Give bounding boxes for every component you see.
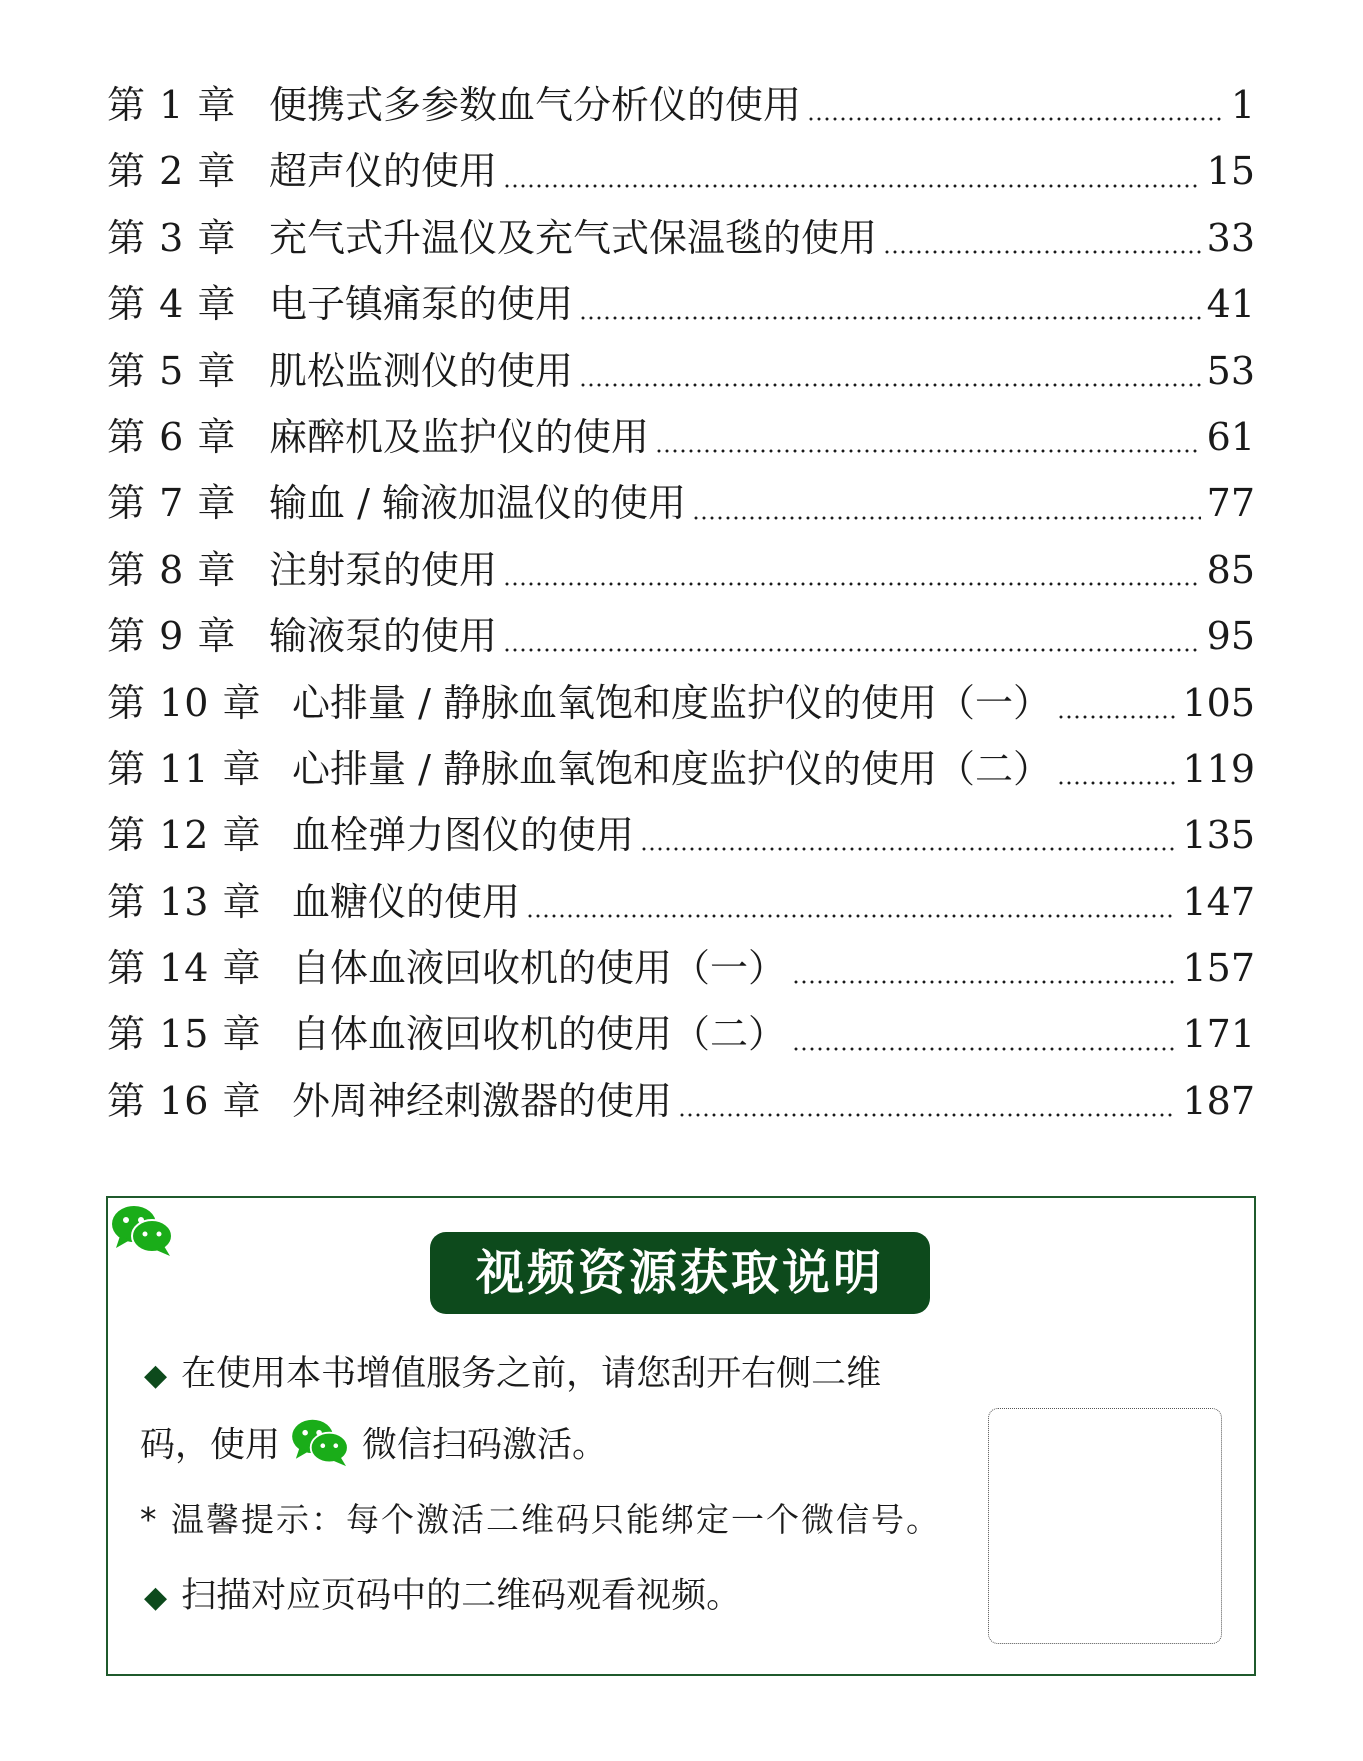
- dot-leader: [640, 847, 1176, 851]
- box-title: 视频资源获取说明: [430, 1232, 930, 1314]
- instruction-text-2a: 码，使用: [140, 1425, 281, 1466]
- chapter-label: 第 4 章: [107, 282, 237, 327]
- chapter-title: 超声仪的使用: [269, 149, 498, 194]
- warm-tip: * 温馨提示：每个激活二维码只能绑定一个微信号。: [140, 1500, 941, 1539]
- page-number: 105: [1182, 680, 1255, 725]
- chapter-label: 第 15 章: [107, 1012, 262, 1057]
- toc-entry[interactable]: [107, 603, 1255, 669]
- chapter-label: 第 1 章: [107, 83, 237, 127]
- dot-leader: [579, 316, 1201, 320]
- toc-entry[interactable]: [107, 338, 1255, 404]
- dot-leader: [678, 1113, 1176, 1117]
- table-of-contents: [107, 72, 1255, 1134]
- dot-leader: [526, 914, 1176, 918]
- page-number: 77: [1206, 481, 1255, 526]
- chapter-title: 心排量 / 静脉血氧饱和度监护仪的使用（二）: [292, 746, 1051, 791]
- page-number: 119: [1182, 746, 1255, 791]
- video-resource-box: [106, 1196, 1256, 1676]
- chapter-title: 充气式升温仪及充气式保温毯的使用: [269, 215, 878, 260]
- toc-entry[interactable]: [107, 1068, 1255, 1134]
- toc-entry[interactable]: [107, 404, 1255, 470]
- dot-leader: [503, 582, 1201, 586]
- dot-leader: [792, 980, 1176, 984]
- page-number: 33: [1206, 215, 1255, 260]
- toc-entry[interactable]: [107, 670, 1255, 736]
- page-number: 15: [1206, 149, 1255, 194]
- toc-entry[interactable]: [107, 935, 1255, 1001]
- dot-leader: [883, 250, 1201, 254]
- page-number: 85: [1206, 547, 1255, 592]
- page-number: 135: [1182, 813, 1255, 858]
- toc-entry[interactable]: [107, 802, 1255, 868]
- page-number: 61: [1206, 414, 1255, 459]
- chapter-label: 第 12 章: [107, 813, 262, 858]
- chapter-label: 第 3 章: [107, 215, 237, 260]
- chapter-label: 第 9 章: [107, 614, 237, 659]
- dot-leader: [503, 184, 1201, 188]
- chapter-title: 便携式多参数血气分析仪的使用: [269, 83, 802, 127]
- toc-entry[interactable]: [107, 138, 1255, 204]
- chapter-title: 心排量 / 静脉血氧饱和度监护仪的使用（一）: [292, 680, 1051, 725]
- wechat-icon: [110, 1202, 174, 1262]
- instruction-line-4: [144, 1568, 741, 1618]
- instruction-text-2b: 微信扫码激活。: [362, 1425, 608, 1466]
- chapter-title: 血栓弹力图仪的使用: [292, 813, 635, 858]
- toc-entry[interactable]: [107, 72, 1255, 138]
- dot-leader: [503, 648, 1201, 652]
- page-number: 41: [1206, 282, 1255, 327]
- dot-leader: [579, 383, 1201, 387]
- chapter-label: 第 2 章: [107, 149, 237, 194]
- page-number: 147: [1182, 879, 1255, 924]
- instruction-line-2: [140, 1416, 607, 1477]
- page-number: 53: [1206, 348, 1255, 393]
- chapter-title: 肌松监测仪的使用: [269, 348, 574, 393]
- chapter-label: 第 6 章: [107, 414, 237, 459]
- dot-leader: [1057, 715, 1177, 719]
- chapter-label: 第 16 章: [107, 1078, 262, 1123]
- bullet-diamond: ◆: [144, 1358, 168, 1393]
- instruction-text-4: 扫描对应页码中的二维码观看视频。: [181, 1576, 742, 1616]
- toc-entry[interactable]: [107, 205, 1255, 271]
- toc-entry[interactable]: [107, 1001, 1255, 1067]
- toc-entry[interactable]: [107, 537, 1255, 603]
- dot-leader: [807, 117, 1225, 121]
- chapter-title: 电子镇痛泵的使用: [269, 282, 574, 327]
- chapter-label: 第 10 章: [107, 680, 262, 725]
- chapter-label: 第 7 章: [107, 481, 237, 526]
- chapter-label: 第 8 章: [107, 547, 237, 592]
- page-number: 157: [1182, 946, 1255, 991]
- page-number: 171: [1182, 1012, 1255, 1057]
- qr-code-scratch-area[interactable]: [988, 1408, 1222, 1644]
- page-number: 187: [1182, 1078, 1255, 1123]
- chapter-title: 输血 / 输液加温仪的使用: [269, 481, 686, 526]
- page-number: 95: [1206, 614, 1255, 659]
- chapter-title: 输液泵的使用: [269, 614, 498, 659]
- chapter-title: 外周神经刺激器的使用: [292, 1078, 673, 1123]
- bullet-diamond: ◆: [144, 1580, 168, 1615]
- toc-entry[interactable]: [107, 736, 1255, 802]
- dot-leader: [692, 516, 1201, 520]
- page-number: 1: [1230, 83, 1255, 127]
- chapter-title: 麻醉机及监护仪的使用: [269, 414, 650, 459]
- chapter-label: 第 5 章: [107, 348, 237, 393]
- toc-entry[interactable]: [107, 869, 1255, 935]
- wechat-icon: [288, 1416, 352, 1477]
- chapter-label: 第 11 章: [107, 746, 262, 791]
- chapter-title: 血糖仪的使用: [292, 879, 521, 924]
- chapter-label: 第 13 章: [107, 879, 262, 924]
- toc-entry[interactable]: [107, 470, 1255, 536]
- instruction-line-1: [144, 1346, 881, 1396]
- dot-leader: [792, 1047, 1176, 1051]
- chapter-title: 注射泵的使用: [269, 547, 498, 592]
- toc-entry[interactable]: [107, 271, 1255, 337]
- chapter-label: 第 14 章: [107, 946, 262, 991]
- dot-leader: [655, 449, 1201, 453]
- chapter-title: 自体血液回收机的使用（二）: [292, 1012, 787, 1057]
- dot-leader: [1057, 781, 1177, 785]
- instruction-text-1: 在使用本书增值服务之前，请您刮开右侧二维: [181, 1354, 882, 1394]
- chapter-title: 自体血液回收机的使用（一）: [292, 946, 787, 991]
